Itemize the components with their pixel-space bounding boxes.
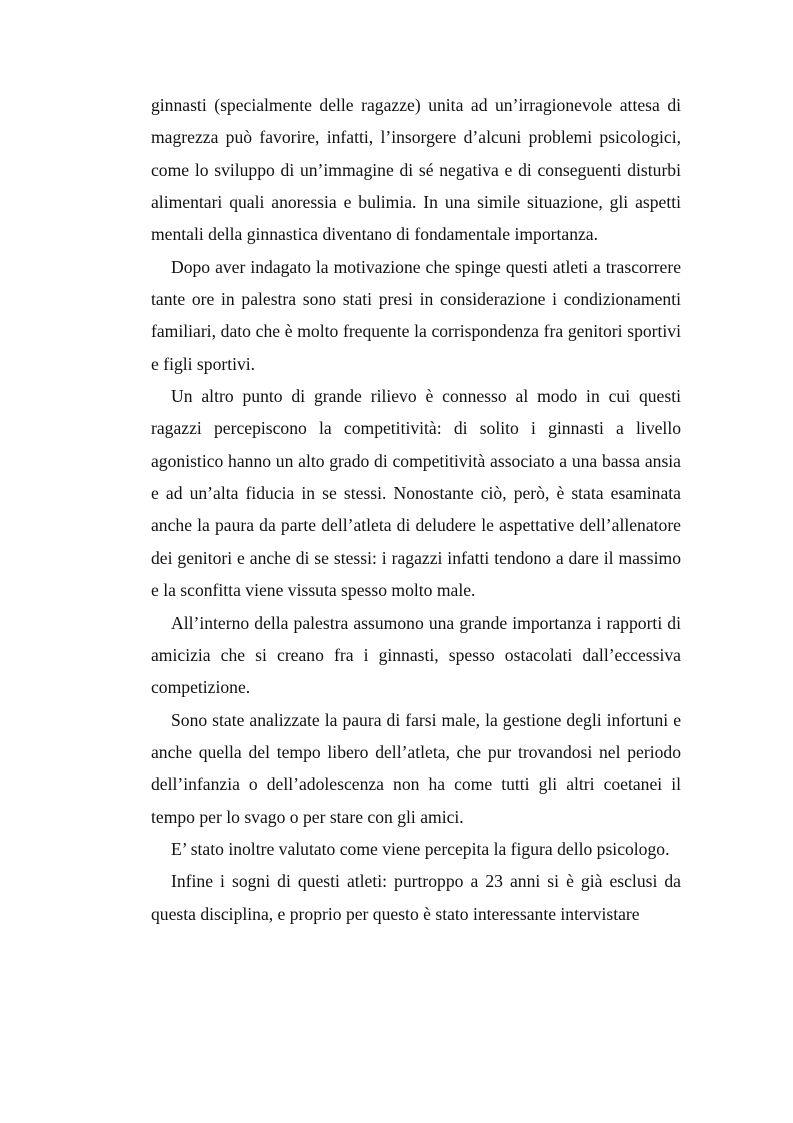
paragraph-7: Infine i sogni di questi atleti: purtroppo a 23 anni si è già esclusi da questa disciplina, e proprio per questo è stato interessante intervistare	[151, 871, 681, 924]
paragraph-5: Sono state analizzate la paura di farsi male, la gestione degli infortuni e anche quella del tempo libero dell’atleta, che pur trovandosi nel periodo dell’infanzia o dell’adolescenza non ha come tutti gli altri coetanei il tempo per lo svago o per stare con gli amici.	[151, 709, 681, 827]
paragraph-3: Un altro punto di grande rilievo è connesso al modo in cui questi ragazzi percepiscono la competitività: di solito i ginnasti a livello agonistico hanno un alto grado di competitività associato a una bassa ansia e ad un’alta fiducia in se stessi. Nonostante ciò, però, è stata esaminata anche la paura da parte dell’atleta di deludere le aspettative dell’allenatore dei genitori e anche di se stessi: i ragazzi infatti tendono a dare il massimo e la sconfitta viene vissuta spesso molto male.	[151, 386, 681, 601]
paragraph-6: E’ stato inoltre valutato come viene percepita la figura dello psicologo.	[171, 838, 670, 859]
body-text	[151, 89, 681, 930]
paragraph-1: ginnasti (specialmente delle ragazze) unita ad un’irragionevole attesa di magrezza può favorire, infatti, l’insorgere d’alcuni problemi psicologici, come lo sviluppo di un’immagine di sé negativa e di conseguenti disturbi alimentari quali anoressia e bulimia. In una simile situazione, gli aspetti mentali della ginnastica diventano di fondamentale importanza.	[151, 95, 681, 245]
paragraph-2: Dopo aver indagato la motivazione che spinge questi atleti a trascorrere tante ore in palestra sono stati presi in considerazione i condizionamenti familiari, dato che è molto frequente la corrispondenza fra genitori sportivi e figli sportivi.	[151, 256, 681, 374]
paragraph-4: All’interno della palestra assumono una grande importanza i rapporti di amicizia che si creano fra i ginnasti, spesso ostacolati dall’eccessiva competizione.	[151, 612, 681, 698]
